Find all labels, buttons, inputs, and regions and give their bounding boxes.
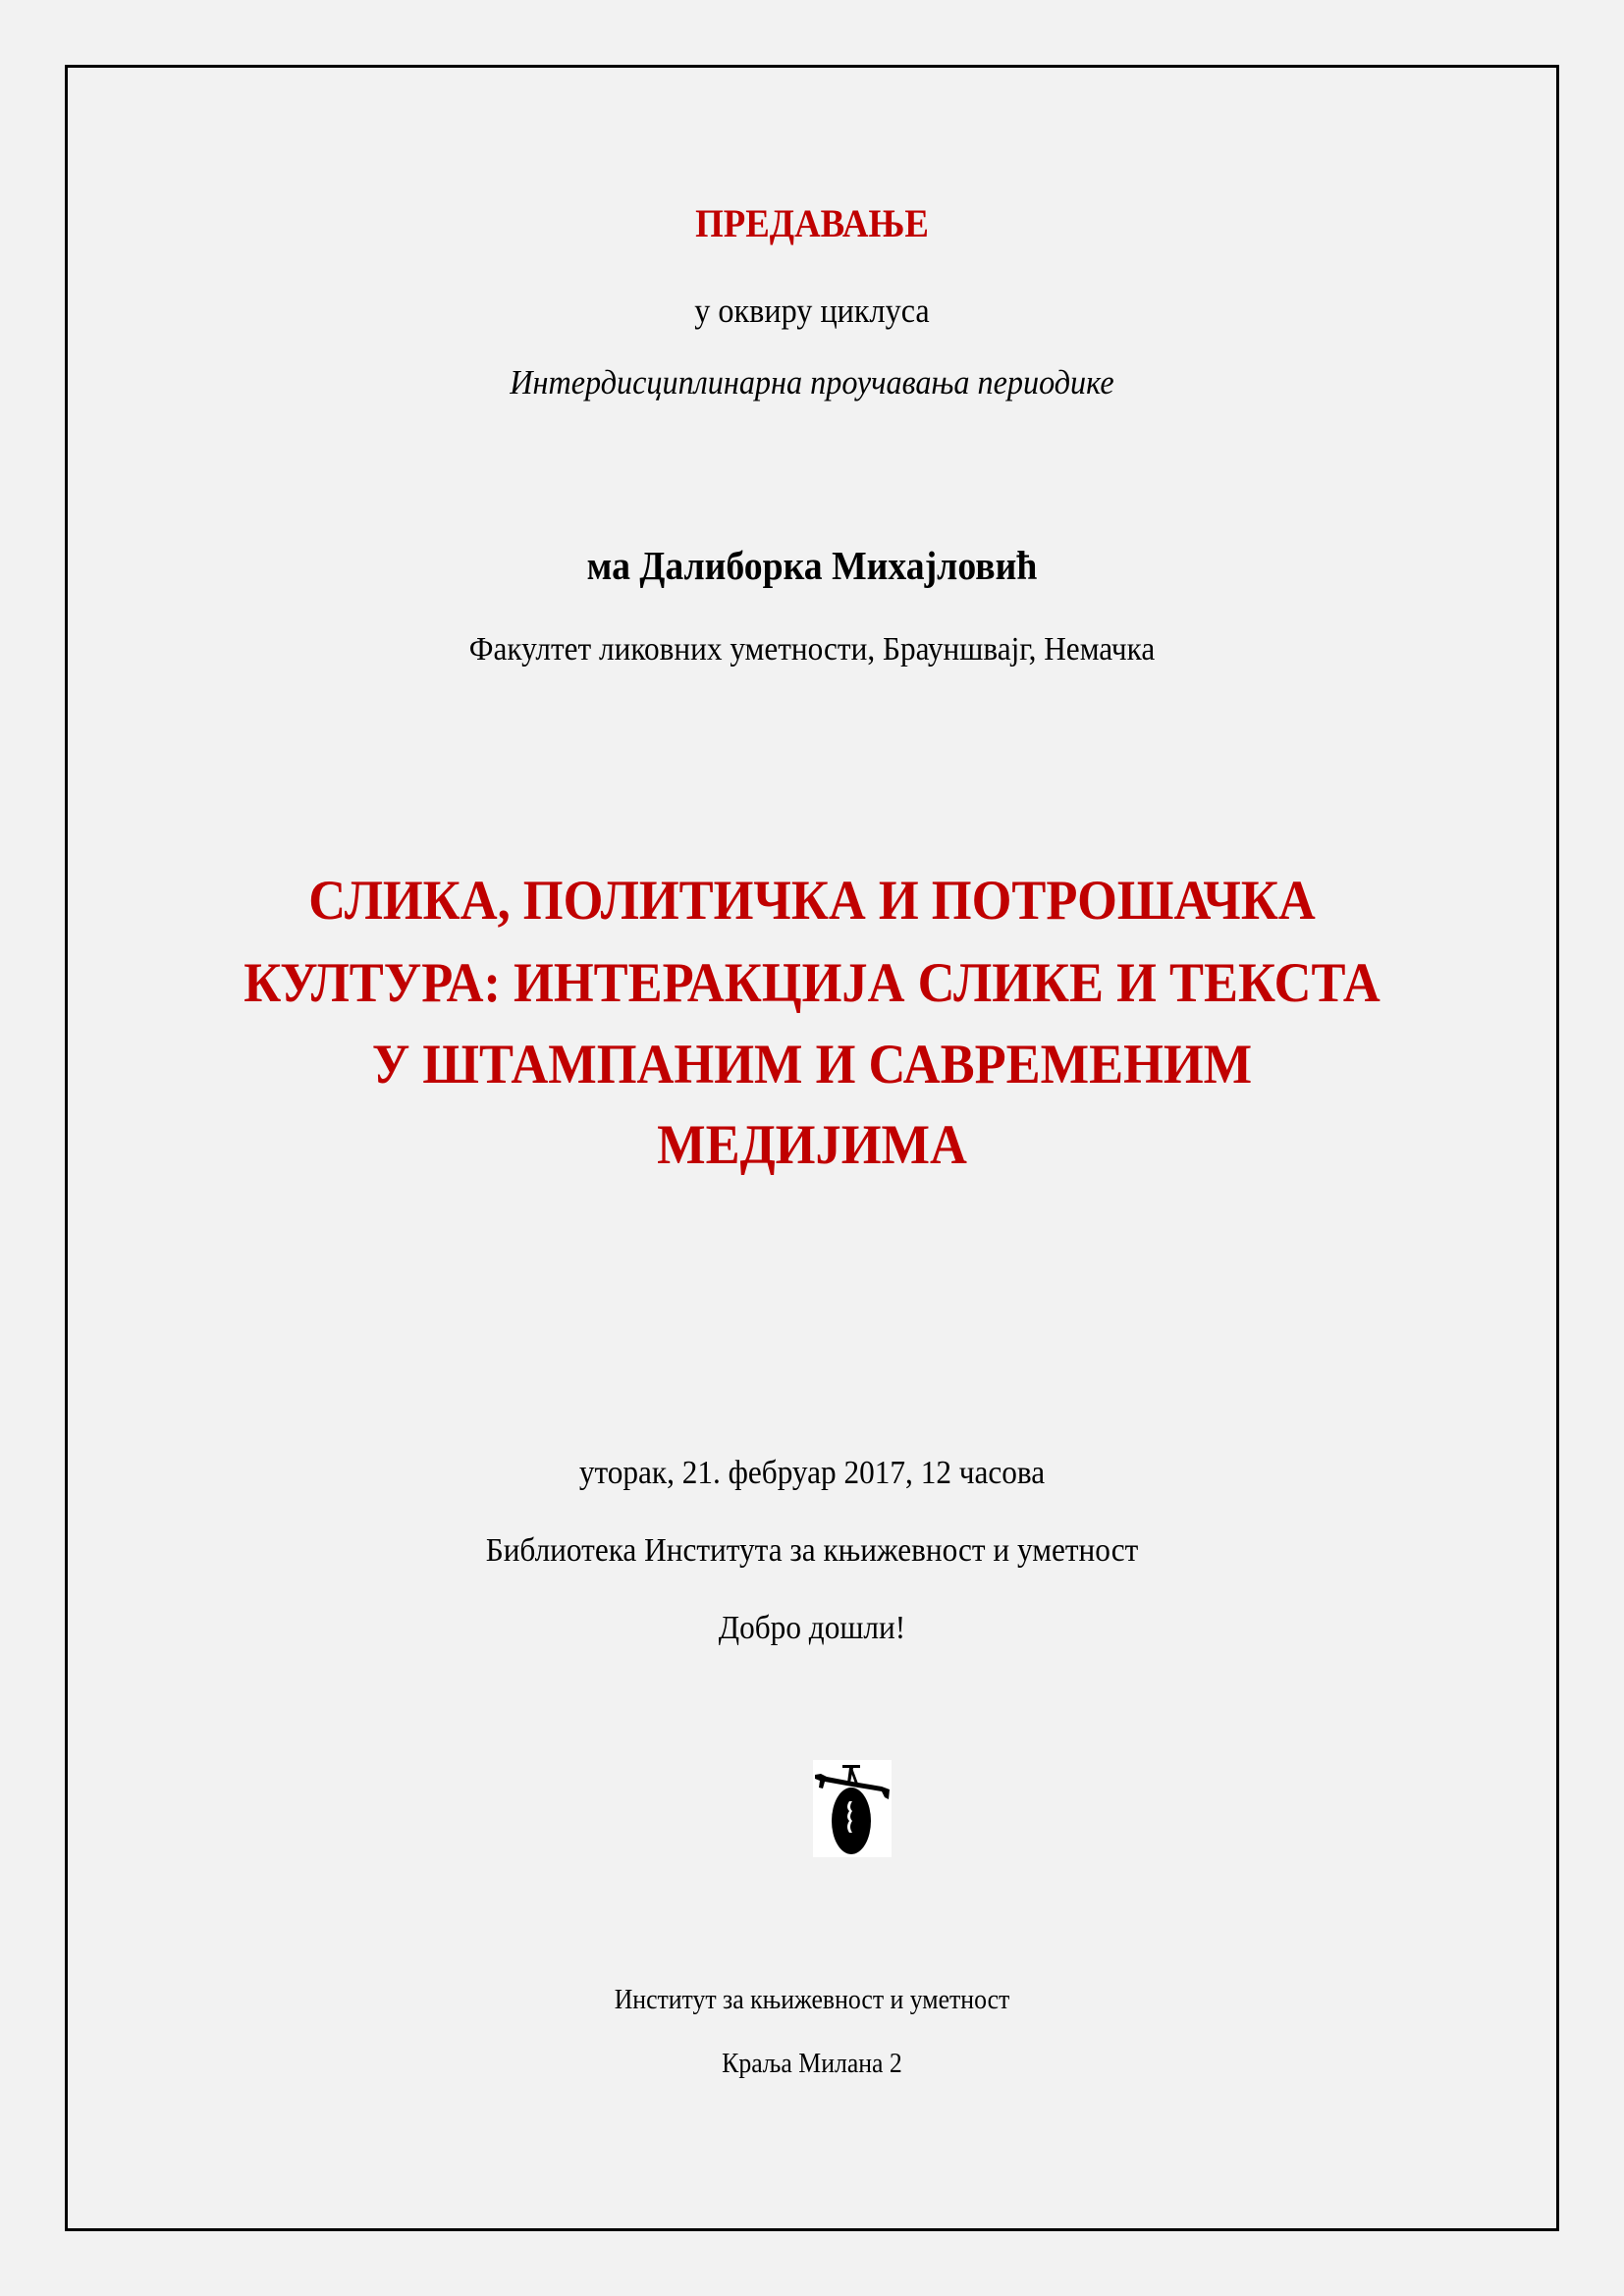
footer-address: Краља Милана 2 <box>722 2049 902 2079</box>
institute-logo-icon <box>813 1760 892 1857</box>
lecture-title-line-4: МЕДИЈИМА <box>657 1114 967 1176</box>
welcome-text: Добро дошли! <box>718 1610 906 1646</box>
lecture-title-line-3: У ШТАМПАНИМ И САВРЕМЕНИМ <box>371 1034 1253 1095</box>
cycle-intro: у оквиру циклуса <box>694 292 930 330</box>
lecture-title-line-2: КУЛТУРА: ИНТЕРАКЦИЈА СЛИКЕ И ТЕКСТА <box>244 952 1380 1014</box>
cycle-name: Интердисциплинарна проучавања периодике <box>510 363 1114 401</box>
lecture-title-line-1: СЛИКА, ПОЛИТИЧКА И ПОТРОШАЧКА <box>308 870 1316 932</box>
footer-institution: Институт за књижевност и уметност <box>614 1985 1010 2015</box>
lecture-heading: ПРЕДАВАЊЕ <box>695 201 929 245</box>
speaker-affiliation: Факултет ликовних уметности, Брауншвајг, Немачка <box>468 631 1156 667</box>
event-venue: Библиотека Института за књижевност и уметност <box>485 1532 1139 1569</box>
speaker-name: ма Далиборка Михајловић <box>586 543 1038 588</box>
event-datetime: уторак, 21. фебруар 2017, 12 часова <box>578 1455 1046 1491</box>
